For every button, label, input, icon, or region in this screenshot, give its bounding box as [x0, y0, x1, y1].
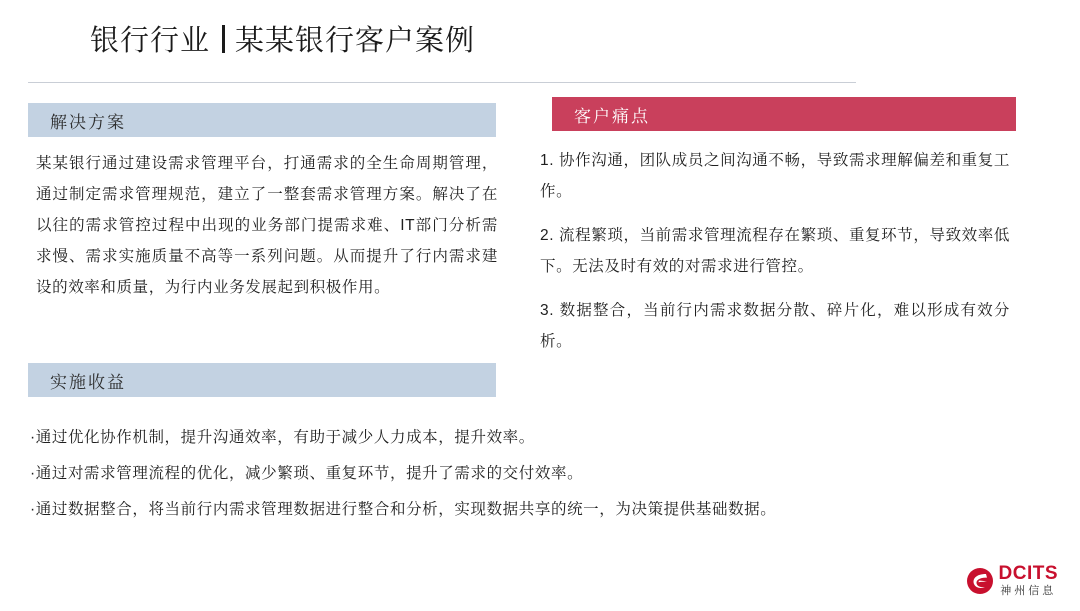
page-title [90, 18, 475, 59]
list-item: ·通过数据整合，将当前行内需求管理数据进行整合和分析，实现数据共享的统一，为决策提供基础数据。 [30, 501, 777, 518]
dcits-swirl-icon [966, 567, 994, 595]
company-logo [966, 564, 1059, 597]
section-header-painpoint-label: 客户痛点 [574, 106, 650, 126]
section-header-solution [28, 103, 496, 137]
solution-body-text: 某某银行通过建设需求管理平台，打通需求的全生命周期管理，通过制定需求管理规范，建立了一整套需求管理方案。解决了在以往的需求管控过程中出现的业务部门提需求难、IT部门分析需求慢、需求实施质量不高等一系列问题。从而提升了行内需求建设的效率和质量，为行内业务发展起到积极作用。 [36, 155, 498, 296]
list-item: ·通过优化协作机制，提升沟通效率，有助于减少人力成本，提升效率。 [30, 429, 535, 446]
section-header-painpoint [552, 97, 1016, 131]
list-item: 3. 数据整合，当前行内需求数据分散、碎片化，难以形成有效分析。 [540, 302, 1010, 350]
section-header-benefit [28, 363, 496, 397]
section-header-benefit-label: 实施收益 [50, 372, 126, 392]
logo-name: DCITS [998, 563, 1058, 584]
logo-name-cn: 神州信息 [1000, 585, 1057, 597]
logo-text [999, 564, 1059, 597]
title-separator-bar [222, 25, 225, 53]
section-header-solution-label: 解决方案 [50, 112, 126, 132]
title-divider [28, 82, 856, 83]
painpoint-list [540, 145, 1010, 370]
list-item: 2. 流程繁琐，当前需求管理流程存在繁琐、重复环节，导致效率低下。无法及时有效的对需求进行管控。 [540, 227, 1010, 275]
page-title-main: 银行行业 [90, 25, 211, 57]
benefit-list [30, 420, 1030, 528]
page-title-sub: 某某银行客户案例 [235, 25, 476, 57]
list-item: 1. 协作沟通，团队成员之间沟通不畅，导致需求理解偏差和重复工作。 [540, 152, 1010, 200]
list-item: ·通过对需求管理流程的优化，减少繁琐、重复环节，提升了需求的交付效率。 [30, 465, 584, 482]
